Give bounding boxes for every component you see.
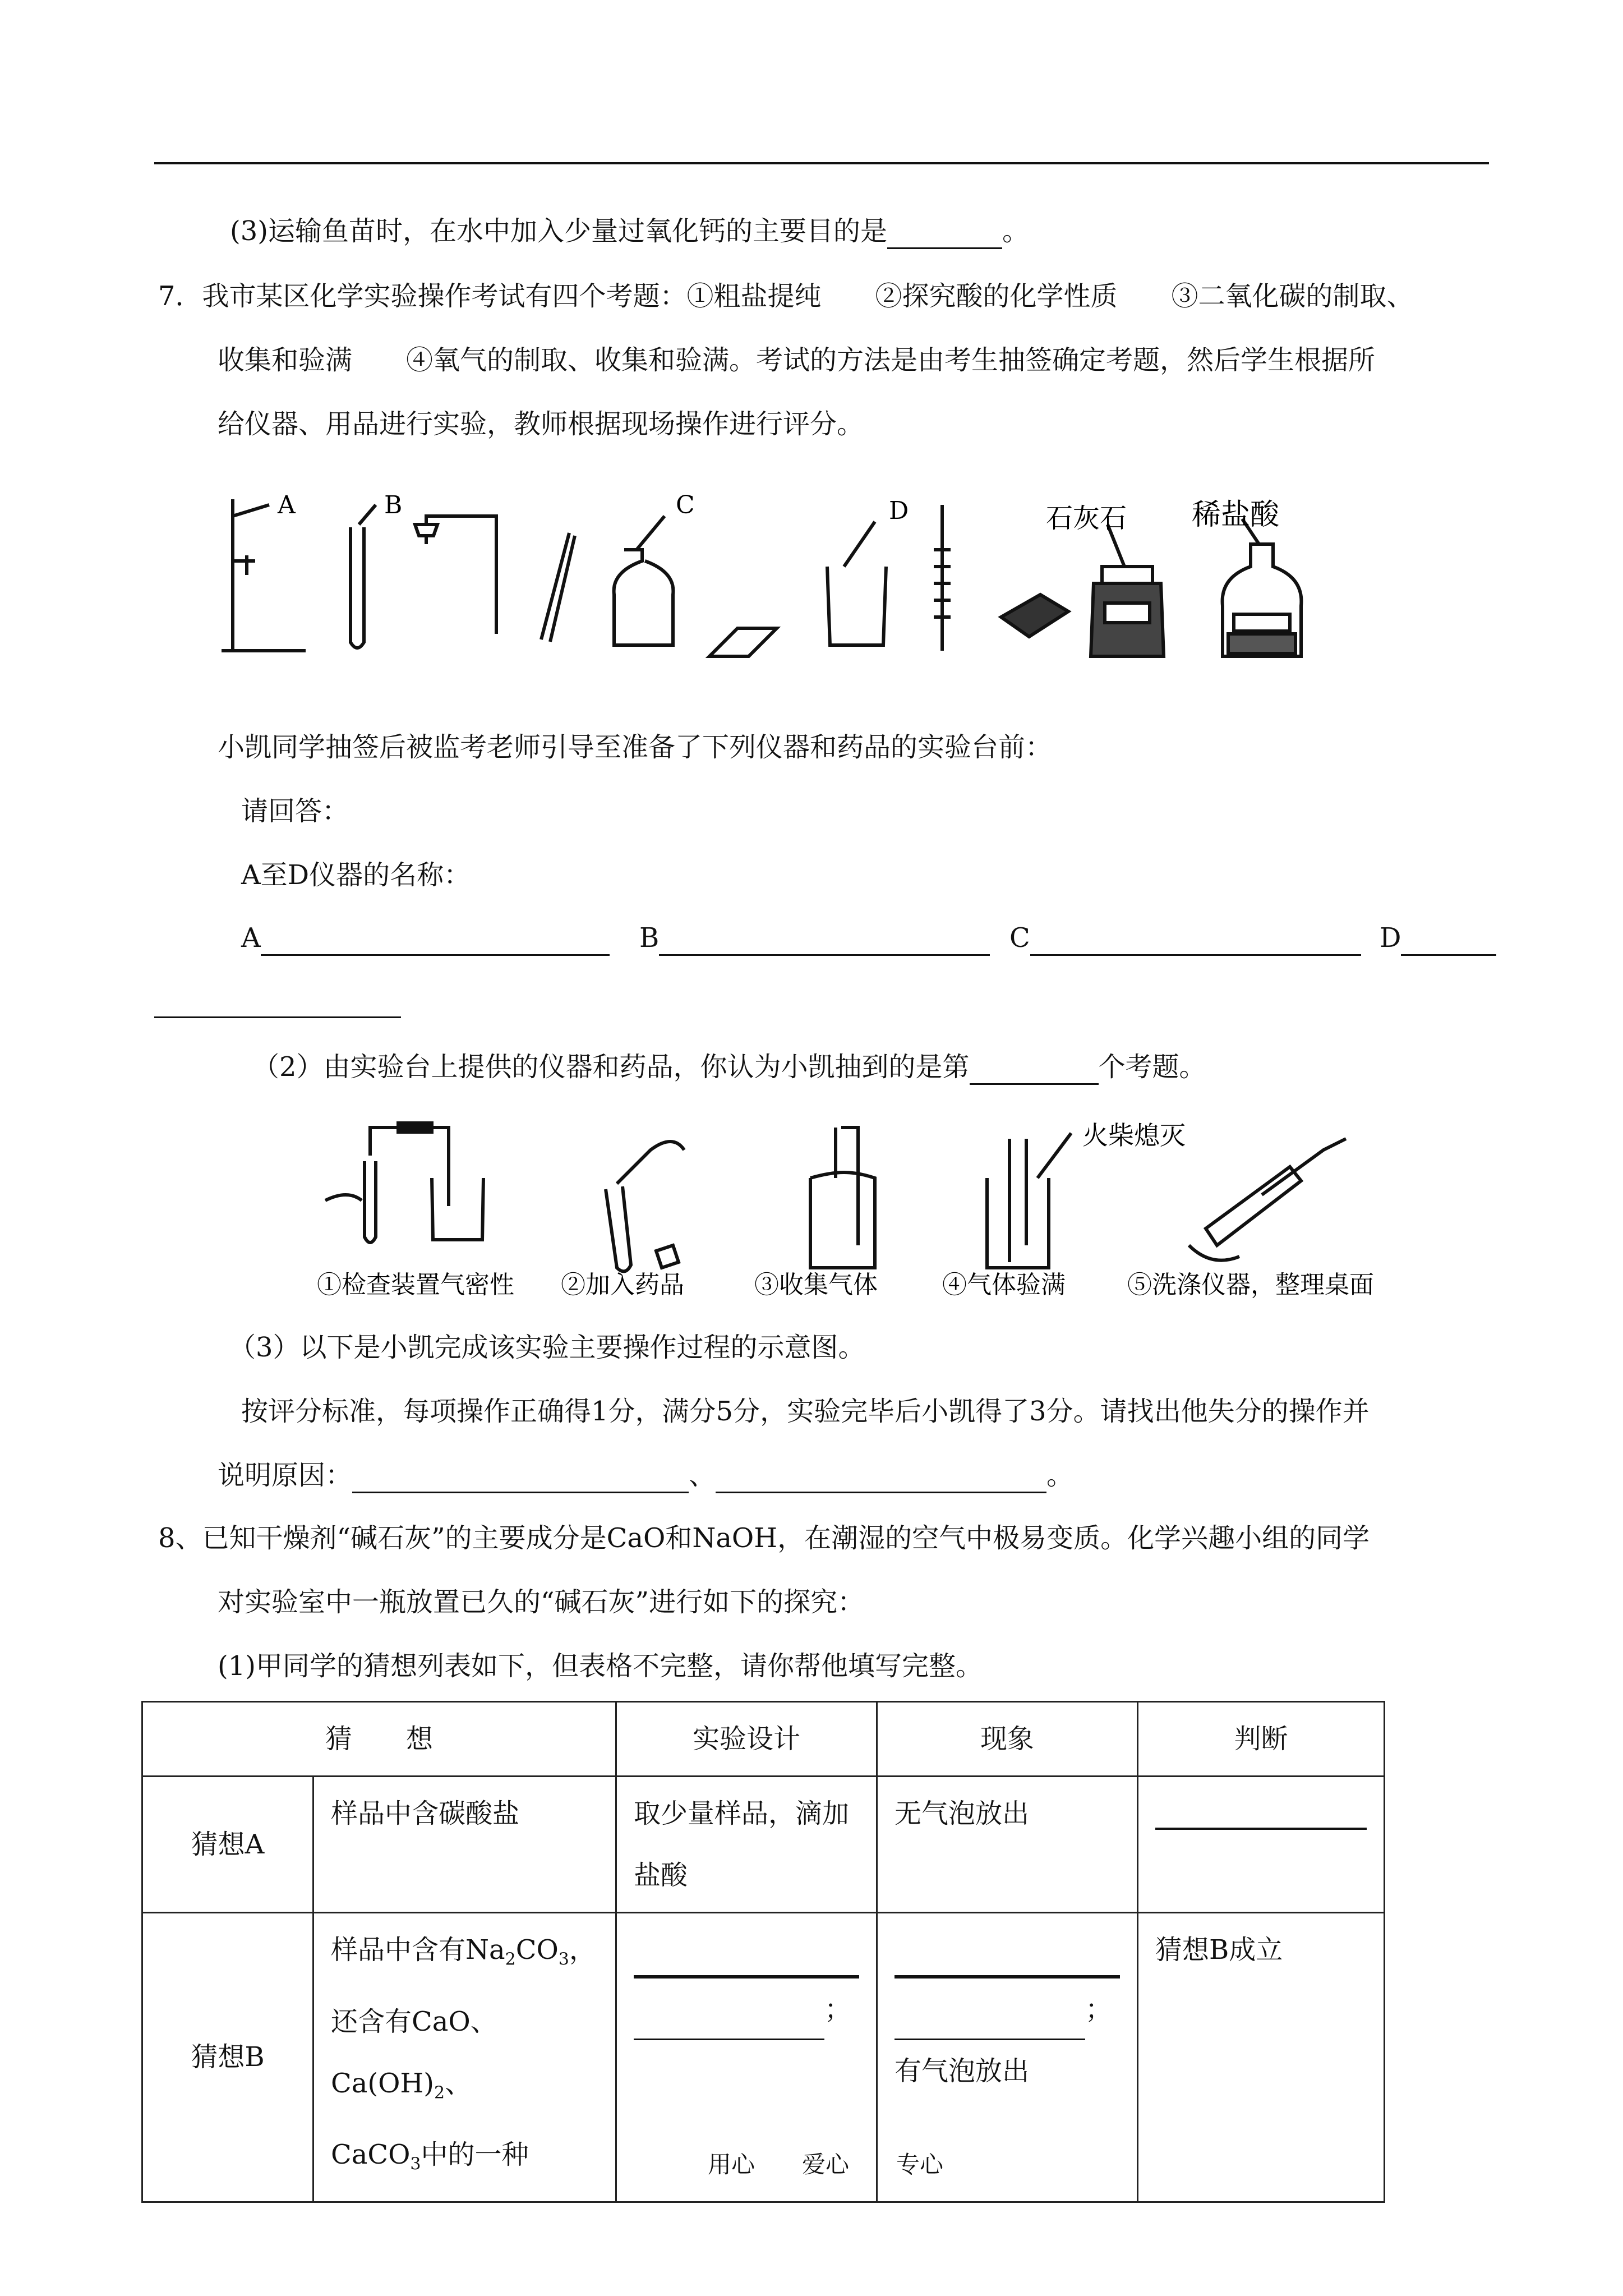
apparatus-figure (216, 482, 1338, 668)
q7-ask: 请回答： (241, 795, 349, 827)
test-tube-drawing (351, 505, 376, 648)
q8-sub1: (1)甲同学的猜想列表如下，但表格不完整，请你帮他填写完整。 (218, 1650, 983, 1682)
row-b-design-blank-1[interactable] (634, 1919, 859, 1978)
operation-steps-figure (314, 1116, 1402, 1301)
row-b-judgement: 猜想B成立 (1138, 1913, 1385, 2202)
hypothesis-table (141, 1701, 1385, 2203)
q7-intro: 小凯同学抽签后被监考老师引导至准备了下列仪器和药品的实验台前： (218, 731, 1053, 763)
row-a-guess: 样品中含碳酸盐 (313, 1777, 616, 1913)
header-guess: 猜 想 (142, 1702, 616, 1777)
blank-c[interactable] (1030, 930, 1361, 956)
q7-blank-d-group: D (1380, 920, 1496, 956)
q7-sub3: （3）以下是小凯完成该实验主要操作过程的示意图。 (229, 1332, 865, 1363)
q7-sub3-line2: 按评分标准，每项操作正确得1分，满分5分，实验完毕后小凯得了3分。请找出他失分的操作并 (241, 1396, 1370, 1427)
limestone-jar-drawing (1091, 524, 1164, 656)
gas-bottle-drawing (614, 516, 674, 645)
row-b-guess: 样品中含有$Na_2CO_3$， 还含有CaO、$Ca(OH)_2$、 CaCO$_3$中的一种 (313, 1913, 616, 2202)
q7-sub3-line3: 说明原因： 、 。 (218, 1457, 1073, 1493)
q7-names-prompt: A至D仪器的名称： (241, 859, 471, 891)
blank-b[interactable] (659, 930, 990, 956)
q7-line2: 收集和验满 ④氧气的制取、收集和验满。考试的方法是由考生抽签确定考题，然后学生根据所 (218, 344, 1376, 376)
label-a: A (278, 491, 296, 519)
step-4-label: ④气体验满 (942, 1271, 1066, 1299)
step-5-label: ⑤洗涤仪器，整理桌面 (1127, 1271, 1374, 1299)
page-footer: 用心 爱心 专心 (708, 2151, 944, 2178)
step-1-label: ①检查装置气密性 (317, 1271, 514, 1299)
q8-line1: 8、已知干燥剂“碱石灰”的主要成分是CaO和NaOH，在潮湿的空气中极易变质。化学兴趣小组的同学 (158, 1522, 1370, 1554)
row-a-phenomenon: 无气泡放出 (877, 1777, 1138, 1913)
row-a-judgement-blank[interactable] (1155, 1783, 1367, 1830)
label-c: C (676, 491, 695, 519)
label-b: B (384, 491, 403, 519)
row-a-label: 猜想A (142, 1777, 313, 1913)
q7-blank-b-group: B (639, 920, 990, 956)
row-b-phenomenon: ； 有气泡放出 (877, 1913, 1138, 2202)
q7-sub2: （2）由实验台上提供的仪器和药品，你认为小凯抽到的是第 个考题。 (252, 1049, 1206, 1085)
header-design: 实验设计 (616, 1702, 877, 1777)
row-a-judgement (1138, 1777, 1385, 1913)
q7-name-blanks: A (241, 920, 610, 956)
beaker-drawing (827, 522, 886, 645)
table-row-a (142, 1777, 1385, 1913)
header-rule (154, 162, 1489, 164)
label-limestone: 石灰石 (1046, 503, 1127, 534)
label-acid: 稀盐酸 (1192, 498, 1280, 532)
row-b-label: 猜想B (142, 1913, 313, 2202)
label-flame-out: 火柴熄灭 (1082, 1120, 1186, 1151)
blank-d[interactable] (1401, 930, 1496, 956)
topic-number-blank[interactable] (970, 1059, 1099, 1085)
table-header-row (142, 1702, 1385, 1777)
row-a-design: 取少量样品，滴加 盐酸 (616, 1777, 877, 1913)
acid-bottle-drawing (1223, 519, 1302, 656)
blank-a[interactable] (261, 930, 610, 956)
iron-stand-drawing (222, 499, 306, 651)
header-judgement: 判断 (1138, 1702, 1385, 1777)
row-b-phenomenon-blank-1[interactable] (895, 1919, 1120, 1978)
q7-blank-c-group: C (1009, 920, 1361, 956)
label-d: D (889, 496, 909, 525)
reason-blank-1[interactable] (352, 1467, 689, 1493)
row-b-design-blank-2[interactable] (634, 2014, 824, 2040)
q7-line1: 7．我市某区化学实验操作考试有四个考题：①粗盐提纯 ②探究酸的化学性质 ③二氧化碳的制取、 (158, 280, 1414, 312)
q8-line2: 对实验室中一瓶放置已久的“碱石灰”进行如下的探究： (218, 1586, 865, 1618)
q6-answer-blank[interactable] (887, 223, 1002, 249)
q6-sub3: (3)运输鱼苗时，在水中加入少量过氧化钙的主要目的是 。 (230, 213, 1029, 249)
blank-d-continued[interactable] (154, 1016, 401, 1018)
step-2-label: ②加入药品 (561, 1271, 684, 1299)
row-b-design: ； (616, 1913, 877, 2202)
reason-blank-2[interactable] (716, 1467, 1046, 1493)
step-3-label: ③收集气体 (754, 1271, 878, 1299)
header-phenomenon: 现象 (877, 1702, 1138, 1777)
q7-line3: 给仪器、用品进行实验，教师根据现场操作进行评分。 (218, 408, 864, 440)
row-b-phenomenon-blank-2[interactable] (895, 2014, 1085, 2040)
